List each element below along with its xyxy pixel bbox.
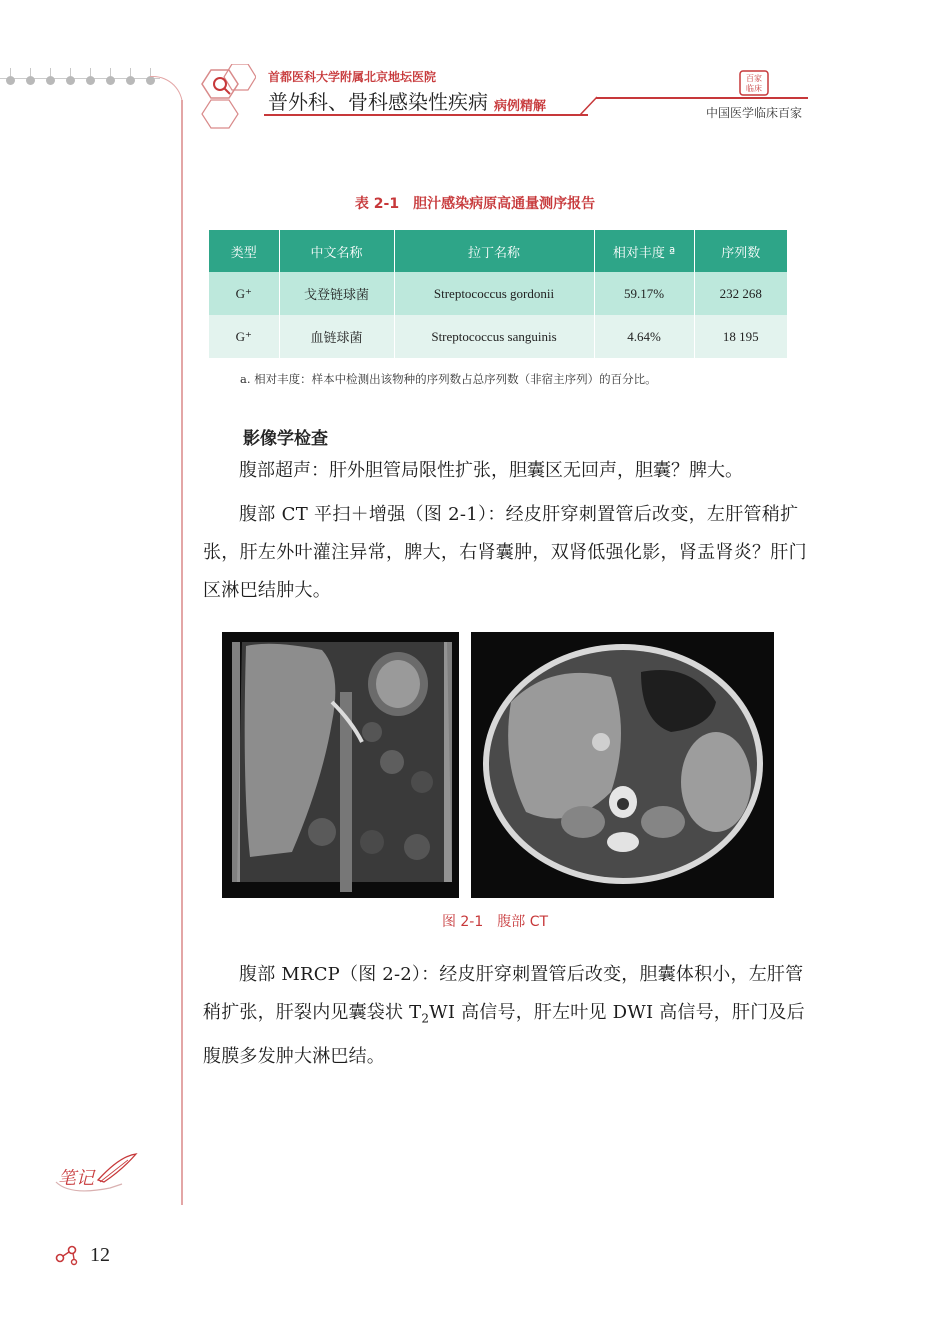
margin-line bbox=[181, 100, 183, 1205]
table-title: 表 2-1 胆汁感染病原高通量测序报告 bbox=[354, 196, 596, 212]
cell-abundance: 59.17% bbox=[594, 272, 694, 315]
mrcp-text-after: WI 高信号，肝左叶见 DWI 高信号，肝门及后腹膜多发肿大淋巴结。 bbox=[203, 1002, 805, 1067]
col-header-cn-name: 中文名称 bbox=[279, 230, 394, 272]
cell-cn-name: 戈登链球菌 bbox=[279, 272, 394, 315]
cell-type: G⁺ bbox=[209, 272, 279, 315]
header-institution: 首都医科大学附属北京地坛医院 bbox=[268, 70, 437, 84]
sequencing-table bbox=[209, 230, 787, 358]
ct-coronal-image bbox=[222, 632, 459, 898]
molecule-icon bbox=[54, 1244, 88, 1266]
col-header-latin-name: 拉丁名称 bbox=[394, 230, 594, 272]
header-book-title: 普外科、骨科感染性疾病 bbox=[268, 90, 488, 114]
ct-paragraph: 腹部 CT 平扫＋增强（图 2-1）：经皮肝穿刺置管后改变，左肝管稍扩张，肝左外叶灌注异常，脾大，右肾囊肿，双肾低强化影，肾盂肾炎？肝门区淋巴结肿大。 bbox=[203, 504, 807, 601]
header-series-tag: 病例精解 bbox=[494, 99, 547, 114]
col-header-type: 类型 bbox=[209, 230, 279, 272]
header-right-line bbox=[596, 97, 808, 99]
seal-text-top: 百家 bbox=[746, 74, 762, 83]
page-number: 12 bbox=[90, 1244, 110, 1266]
mrcp-paragraph bbox=[203, 956, 813, 1076]
mrcp-text-before: 腹部 MRCP（图 2-2）：经皮肝穿刺置管后改变，胆囊体积小，左肝管稍扩张，肝裂内见囊袋状 T bbox=[203, 964, 804, 1023]
cell-type: G⁺ bbox=[209, 315, 279, 358]
binding-holes bbox=[6, 76, 166, 88]
section-heading: 影像学检查 bbox=[243, 429, 328, 449]
notes-quill-icon bbox=[50, 1152, 140, 1198]
cell-latin-name: Streptococcus sanguinis bbox=[394, 315, 594, 358]
header-brand: 中国医学临床百家 bbox=[706, 106, 803, 120]
header-divider-slope bbox=[580, 96, 600, 116]
cell-abundance: 4.64% bbox=[594, 315, 694, 358]
col-header-reads: 序列数 bbox=[694, 230, 787, 272]
seal-logo-icon bbox=[739, 70, 769, 96]
hexagon-logo-icon bbox=[196, 64, 256, 134]
table-row bbox=[209, 315, 787, 358]
seal-text-bottom: 临床 bbox=[746, 84, 762, 93]
cell-reads: 18 195 bbox=[694, 315, 787, 358]
notes-label: 笔记 bbox=[58, 1168, 94, 1189]
header-underline bbox=[264, 114, 588, 116]
figure-caption: 图 2-1 腹部 CT bbox=[441, 914, 549, 930]
table-footnote: a. 相对丰度：样本中检测出该物种的序列数占总序列数（非宿主序列）的百分比。 bbox=[240, 372, 657, 386]
ultrasound-paragraph: 腹部超声：肝外胆管局限性扩张，胆囊区无回声，胆囊？脾大。 bbox=[239, 460, 743, 481]
mrcp-subscript: 2 bbox=[421, 1011, 430, 1026]
cell-latin-name: Streptococcus gordonii bbox=[394, 272, 594, 315]
col-header-abundance: 相对丰度 ª bbox=[594, 230, 694, 272]
table-header-row bbox=[209, 230, 787, 272]
margin-curve bbox=[150, 76, 183, 117]
cell-reads: 232 268 bbox=[694, 272, 787, 315]
table-row bbox=[209, 272, 787, 315]
ct-axial-image bbox=[471, 632, 774, 898]
cell-cn-name: 血链球菌 bbox=[279, 315, 394, 358]
